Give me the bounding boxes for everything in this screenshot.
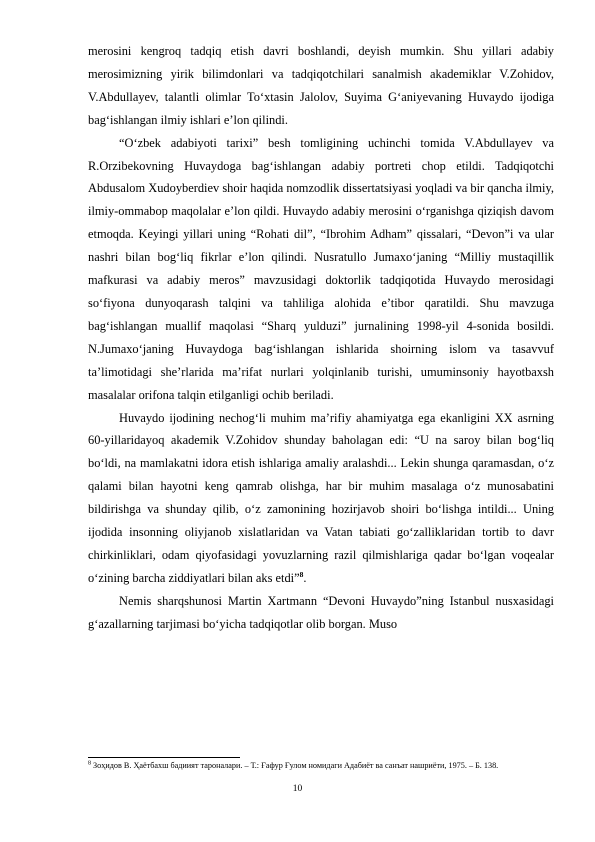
quote-text: Huvaydo ijodining nechog‘li muhim ma’rifiy ahamiyatga ega ekanligini XX asrning 60-yillaridayoq akademik V.Zohidov shunday baholagan edi: “U na saroy bilan bog‘liq bo‘ldi, na mamlakatni idora etish ishlariga amaliy aralashdi... Lekin shunga qaramasdan, o‘z qalami bilan hayotni keng qamrab olishga, har bir muhim masalaga o‘z munosabatini bildirishga va shunday qilib, o‘z zamonining hozirjavob shoiri bo‘lishga intildi... Uning ijodida insonning oliyjanob xislatlaridan va Vatan tabiati go‘zalliklaridan tortib to davr chirkinliklari, odam qiyofasidagi yovuzlarning razil qilmishlariga qadar bo‘lgan voqealar o‘zining barcha ziddiyatlari bilan aks etdi” — [88, 410, 554, 585]
page-number: 10 — [292, 784, 303, 794]
paragraph-hartmann: Nemis sharqshunosi Martin Xartmann “Devoni Huvaydo”ning Istanbul nusxasidagi g‘azallarning tarjimasi bo‘yicha tadqiqotlar olib borgan. Muso — [88, 593, 554, 631]
paragraph-literary-history: “O‘zbek adabiyoti tarixi” besh tomligining uchinchi tomida V.Abdullayev va R.Orzibekovning Huvaydoga bag‘ishlangan adabiy portreti chop etildi. Tadqiqotchi Abdusalom Xudoyberdiev shoir haqida nomzodlik dissertatsiyasi yoqladi va bir qancha ilmiy, ilmiy-ommabop maqolalar e’lon qildi. Huvaydo adabiy merosini o‘rganishga qiziqish davom etmoqda. Keyingi yillari uning “Rohati dil”, “Ibrohim Adham” qissalari, “Devon”i va ular nashri bilan bog‘liq fikrlar e’lon qilindi. Nusratullo Jumaxo‘janing “Milliy mustaqillik mafkurasi va adabiy meros” mavzusidagi doktorlik tadqiqotida Huvaydo merosidagi so‘fiyona dunyoqarash talqini va tahliliga alohida e’tibor qaratildi. Shu mavzuga bag‘ishlangan muallif maqolasi “Sharq yulduzi” jurnalining 1998-yil 4-sonida bosildi. N.Jumaxo‘janing Huvaydoga bag‘ishlangan ishlarida shoirning islom va tasavvuf ta’limotidagi she’rlarida ma’rifat nurlari yolqinlanib turishi, umuminsoniy hayotbaxsh masalalar orifona talqin etilganligi ochib beriladi. — [88, 135, 554, 402]
footnote-text: Зоҳидов В. Ҳаётбахш бадиият тароналари. – Т.: Ғафур Ғулом номидаги Адабиёт ва санъат нашриёти, 1975. – Б. 138. — [93, 761, 499, 770]
sentence-end: . — [303, 570, 307, 585]
footnote — [88, 760, 554, 772]
body-text — [88, 40, 554, 636]
footnote-number: 8 — [88, 760, 91, 767]
footnote-separator — [88, 757, 240, 758]
paragraph-zohidov-quote — [88, 407, 554, 590]
footnote-reference[interactable]: 8 — [299, 569, 304, 579]
paragraph-continuation: merosini kengroq tadqiq etish davri boshlandi, deyish mumkin. Shu yillari adabiy merosimizning yirik bilimdonlari va tadqiqotchilari sanalmish akademiklar V.Zohidov, V.Abdullayev, talantli olimlar To‘xtasin Jalolov, Suyima G‘aniyevaning Huvaydo ijodiga bag‘ishlangan ilmiy ishlari e’lon qilindi. — [88, 44, 554, 127]
